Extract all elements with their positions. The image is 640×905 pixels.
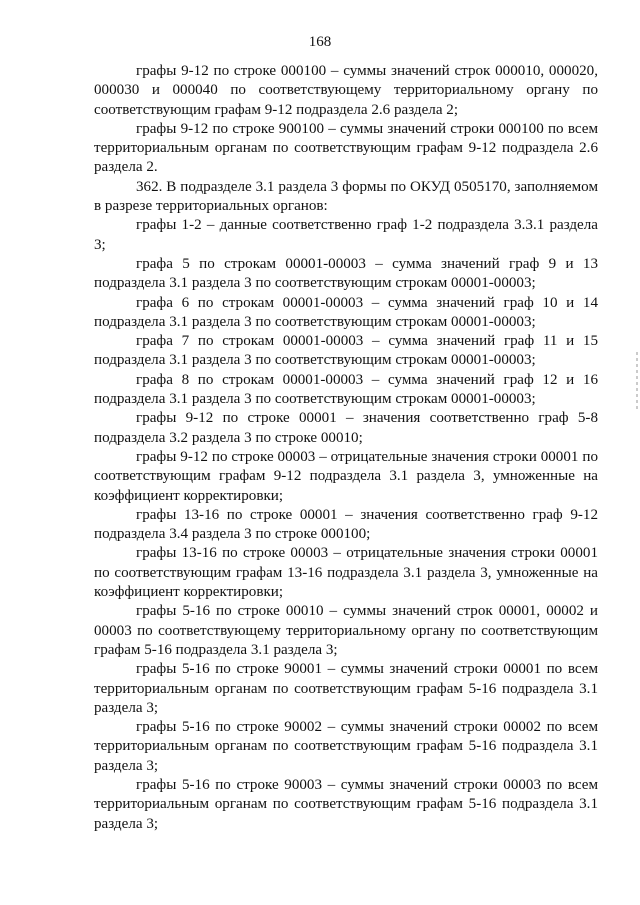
paragraph: графа 5 по строкам 00001-00003 – сумма значений граф 9 и 13 подраздела 3.1 раздела 3 по соответствующим строкам 00001-00003; bbox=[94, 255, 598, 292]
paragraph: графы 5-16 по строке 90001 – суммы значений строки 00001 по всем территориальным органам по соответствующим графам 5-16 подраздела 3.1 раздела 3; bbox=[94, 661, 598, 716]
paragraph: графы 5-16 по строке 90003 – суммы значений строки 00003 по всем территориальным органам по соответствующим графам 5-16 подраздела 3.1 раздела 3; bbox=[94, 776, 598, 832]
paragraph: 362. В подразделе 3.1 раздела 3 формы по ОКУД 0505170, заполняемом в разрезе территориальных органов: bbox=[94, 178, 598, 215]
paragraph: графа 8 по строкам 00001-00003 – сумма значений граф 12 и 16 подраздела 3.1 раздела 3 по соответствующим строкам 00001-00003; bbox=[94, 371, 598, 408]
paragraph: графы 1-2 – данные соответственно граф 1-2 подраздела 3.3.1 раздела 3; bbox=[94, 217, 598, 253]
paragraph: графа 6 по строкам 00001-00003 – сумма значений граф 10 и 14 подраздела 3.1 раздела 3 по соответствующим строкам 00001-00003; bbox=[94, 294, 598, 330]
paragraph: графы 9-12 по строке 900100 – суммы значений строки 000100 по всем территориальным органам по соответствующим графам 9-12 подраздела 2.6 раздела 2. bbox=[94, 120, 598, 176]
paragraph: графы 9-12 по строке 00001 – значения соответственно граф 5-8 подраздела 3.2 раздела 3 по строке 00010; bbox=[94, 410, 598, 446]
paragraph: графа 7 по строкам 00001-00003 – сумма значений граф 11 и 15 подраздела 3.1 раздела 3 по соответствующим строкам 00001-00003; bbox=[94, 333, 598, 369]
paragraph: графы 9-12 по строке 00003 – отрицательные значения строки 00001 по соответствующим графам 9-12 подраздела 3.1 раздела 3, умноженные на коэффициент корректировки; bbox=[94, 448, 598, 504]
paragraph: графы 9-12 по строке 000100 – суммы значений строк 000010, 000020, 000030 и 000040 по соответствующему территориальному органу по соответствующим графам 9-12 подраздела 2.6 раздела 2; bbox=[94, 63, 598, 118]
paragraph: графы 13-16 по строке 00003 – отрицательные значения строки 00001 по соответствующим графам 13-16 подраздела 3.1 раздела 3, умноженные на коэффициент корректировки; bbox=[94, 545, 598, 601]
document-body bbox=[94, 62, 598, 834]
scan-edge-mark bbox=[636, 352, 638, 410]
page-number: 168 bbox=[308, 34, 332, 50]
paragraph: графы 5-16 по строке 90002 – суммы значений строки 00002 по всем территориальным органам по соответствующим графам 5-16 подраздела 3.1 раздела 3; bbox=[94, 719, 598, 774]
paragraph: графы 5-16 по строке 00010 – суммы значений строк 00001, 00002 и 00003 по соответствующему территориальному органу по соответствующим графам 5-16 подраздела 3.1 раздела 3; bbox=[94, 603, 598, 658]
paragraph: графы 13-16 по строке 00001 – значения соответственно граф 9-12 подраздела 3.4 раздела 3 по строке 000100; bbox=[94, 506, 598, 543]
